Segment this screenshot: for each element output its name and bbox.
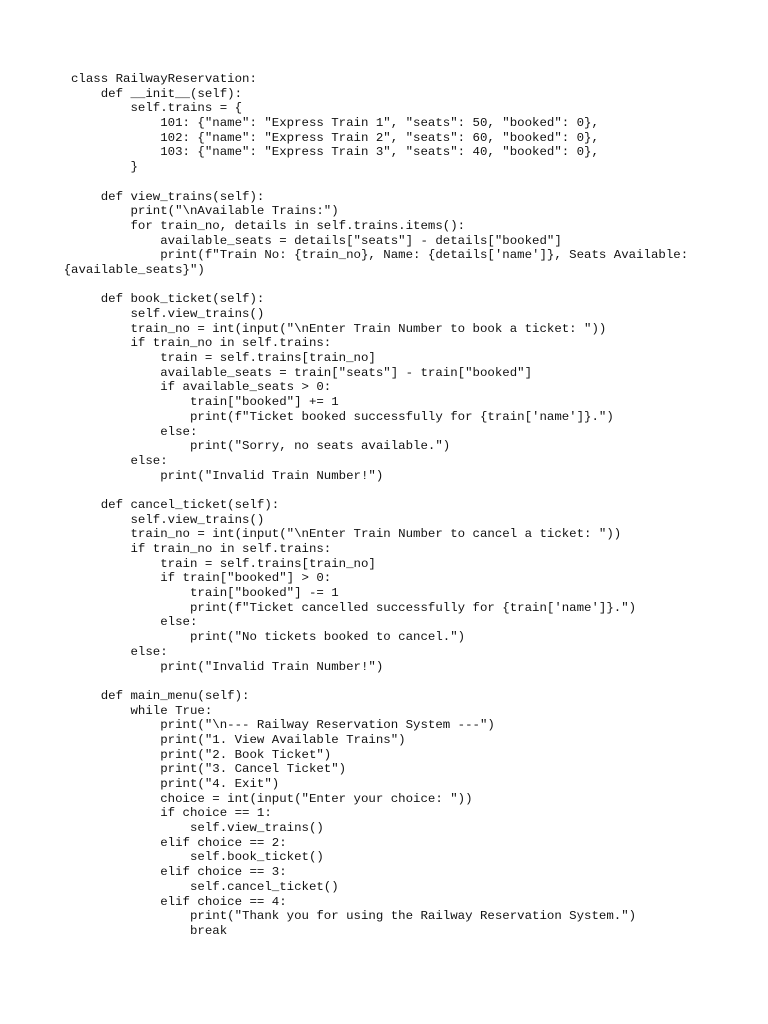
- code-line: self.view_trains(): [71, 512, 265, 527]
- code-line: }: [71, 160, 138, 175]
- code-line: print("Sorry, no seats available."): [71, 439, 451, 454]
- code-line: print("4. Exit"): [71, 777, 280, 791]
- code-line: def book_ticket(self):: [71, 292, 265, 307]
- code-line: else:: [71, 424, 198, 439]
- code-line: train["booked"] -= 1: [71, 586, 339, 601]
- code-line: train = self.trains[train_no]: [71, 556, 376, 571]
- code-block: [63, 72, 711, 939]
- code-line: break: [71, 923, 228, 938]
- code-line: choice = int(input("Enter your choice: ")): [71, 791, 473, 806]
- code-line: print(f"Ticket cancelled successfully for {train['name']}."): [71, 600, 637, 615]
- code-line: 101: {"name": "Express Train 1", "seats": 50, "booked": 0},: [71, 116, 599, 131]
- code-line: self.view_trains(): [71, 307, 265, 321]
- code-line: print(f"Ticket booked successfully for {train['name']}."): [71, 409, 614, 424]
- code-line: print("3. Cancel Ticket"): [71, 762, 347, 777]
- code-line: else:: [71, 453, 168, 468]
- code-line: while True:: [71, 703, 213, 718]
- code-line: if train_no in self.trains:: [71, 336, 332, 351]
- code-line: train["booked"] += 1: [71, 395, 339, 410]
- code-line: else:: [71, 615, 198, 630]
- code-line: [71, 175, 711, 190]
- code-line: available_seats = details["seats"] - details["booked"]: [71, 233, 562, 248]
- code-line: print("1. View Available Trains"): [71, 732, 406, 747]
- code-line: elif choice == 2:: [71, 835, 287, 850]
- code-line: def cancel_ticket(self):: [71, 497, 280, 512]
- code-line: [71, 674, 711, 689]
- code-line: print("2. Book Ticket"): [71, 747, 332, 762]
- code-line: class RailwayReservation:: [71, 72, 257, 86]
- code-line: if train_no in self.trains:: [71, 542, 332, 556]
- code-line: elif choice == 3:: [71, 865, 287, 880]
- code-line: print("Thank you for using the Railway Reservation System."): [71, 909, 637, 924]
- code-line: 103: {"name": "Express Train 3", "seats": 40, "booked": 0},: [71, 145, 599, 160]
- code-line: train_no = int(input("\nEnter Train Number to book a ticket: ")): [71, 321, 607, 336]
- code-line: print("\nAvailable Trains:"): [71, 204, 339, 219]
- code-line: [71, 483, 711, 498]
- code-line: print("\n--- Railway Reservation System ---"): [71, 718, 495, 733]
- code-line: print("Invalid Train Number!"): [71, 468, 384, 483]
- code-line: def __init__(self):: [71, 86, 243, 101]
- code-line: if choice == 1:: [71, 806, 272, 821]
- code-line: self.cancel_ticket(): [71, 879, 339, 894]
- code-line: if available_seats > 0:: [71, 380, 332, 395]
- code-line: for train_no, details in self.trains.items():: [71, 218, 466, 233]
- code-line-wrapped: {available_seats}"): [63, 262, 205, 277]
- code-line: else:: [71, 644, 168, 659]
- code-line: def main_menu(self):: [71, 688, 250, 703]
- code-line: train_no = int(input("\nEnter Train Number to cancel a ticket: ")): [71, 527, 622, 542]
- code-line: print("No tickets booked to cancel."): [71, 630, 466, 645]
- code-line: available_seats = train["seats"] - train["booked"]: [71, 365, 533, 380]
- code-line: print(f"Train No: {train_no}, Name: {details['name']}, Seats Available:: [71, 248, 689, 263]
- code-line: print("Invalid Train Number!"): [71, 659, 384, 674]
- code-line: def view_trains(self):: [71, 189, 265, 204]
- code-line: if train["booked"] > 0:: [71, 571, 332, 586]
- code-line: [71, 278, 711, 293]
- code-line: self.trains = {: [71, 101, 243, 116]
- code-line: elif choice == 4:: [71, 894, 287, 909]
- code-line: 102: {"name": "Express Train 2", "seats": 60, "booked": 0},: [71, 130, 599, 145]
- code-line: train = self.trains[train_no]: [71, 351, 376, 366]
- code-line: self.book_ticket(): [71, 850, 324, 865]
- code-line: self.view_trains(): [71, 821, 324, 836]
